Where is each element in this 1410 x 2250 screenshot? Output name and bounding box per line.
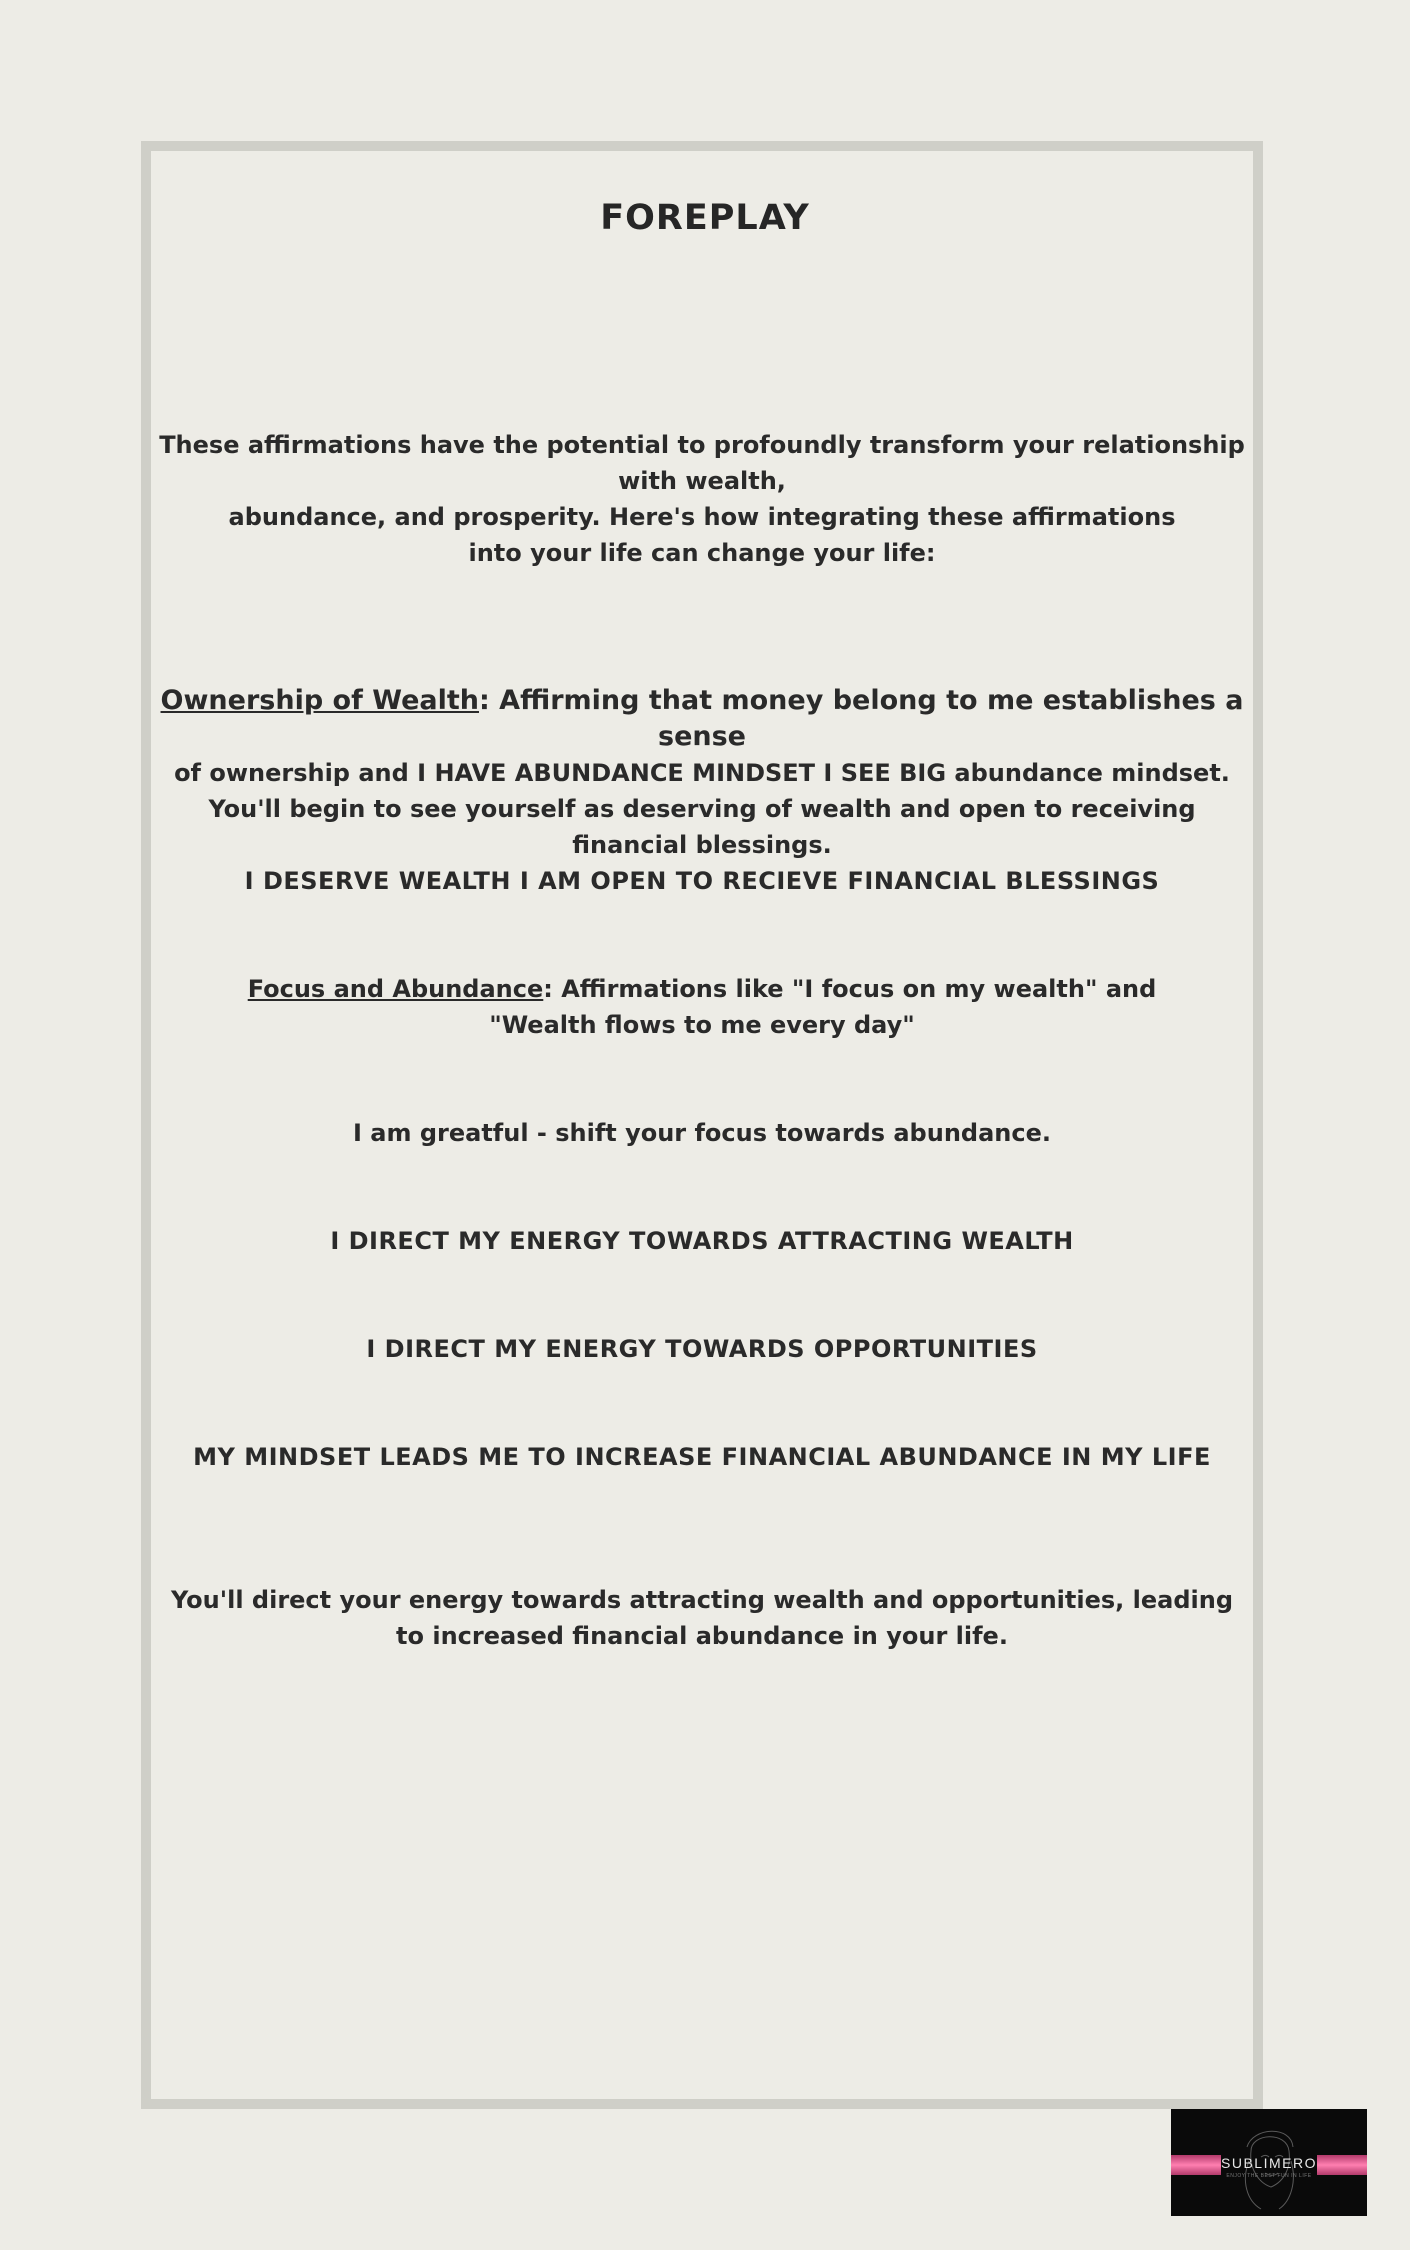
page-title: FOREPLAY — [600, 198, 810, 238]
sublimero-logo — [1171, 2109, 1367, 2216]
closing-paragraph — [150, 1582, 1254, 1654]
closing-line: You'll direct your energy towards attracting wealth and opportunities, leading — [171, 1586, 1233, 1614]
affirmation-energy-wealth: I DIRECT MY ENERGY TOWARDS ATTRACTING WEALTH — [330, 1227, 1074, 1255]
logo-name: SUBLIMERO — [1221, 2155, 1317, 2171]
ownership-section — [150, 683, 1254, 899]
focus-heading: Focus and Abundance — [247, 975, 544, 1003]
affirmation-energy-opportunities: I DIRECT MY ENERGY TOWARDS OPPORTUNITIES — [366, 1335, 1038, 1363]
intro-paragraph — [150, 427, 1254, 571]
ownership-line1-text: : Affirming that money belong to me establishes a sense — [478, 685, 1244, 752]
grateful-line: I am greatful - shift your focus towards abundance. — [352, 1119, 1051, 1147]
intro-line: These affirmations have the potential to profoundly transform your relationship — [159, 431, 1245, 459]
intro-line: with wealth, — [618, 467, 786, 495]
focus-line — [150, 971, 1254, 1007]
ownership-line: You'll begin to see yourself as deserving of wealth and open to receiving financial blessings. — [208, 795, 1196, 859]
ownership-heading: Ownership of Wealth — [160, 685, 479, 716]
intro-line: abundance, and prosperity. Here's how integrating these affirmations — [228, 503, 1176, 531]
ownership-affirmation: I DESERVE WEALTH I AM OPEN TO RECIEVE FINANCIAL BLESSINGS — [244, 867, 1160, 895]
focus-section — [150, 971, 1254, 1043]
ownership-line: of ownership and I HAVE ABUNDANCE MINDSET I SEE BIG abundance mindset. — [174, 759, 1230, 787]
ownership-line — [150, 683, 1254, 755]
logo-tagline: ENJOY THE BEST FUN IN LIFE — [1226, 2173, 1312, 2179]
closing-line: to increased financial abundance in your life. — [396, 1622, 1008, 1650]
focus-line: "Wealth flows to me every day" — [489, 1011, 915, 1039]
focus-line1-text: : Affirmations like "I focus on my wealth" and — [543, 975, 1157, 1003]
intro-line: into your life can change your life: — [468, 539, 936, 567]
affirmation-mindset: MY MINDSET LEADS ME TO INCREASE FINANCIAL ABUNDANCE IN MY LIFE — [193, 1443, 1211, 1471]
